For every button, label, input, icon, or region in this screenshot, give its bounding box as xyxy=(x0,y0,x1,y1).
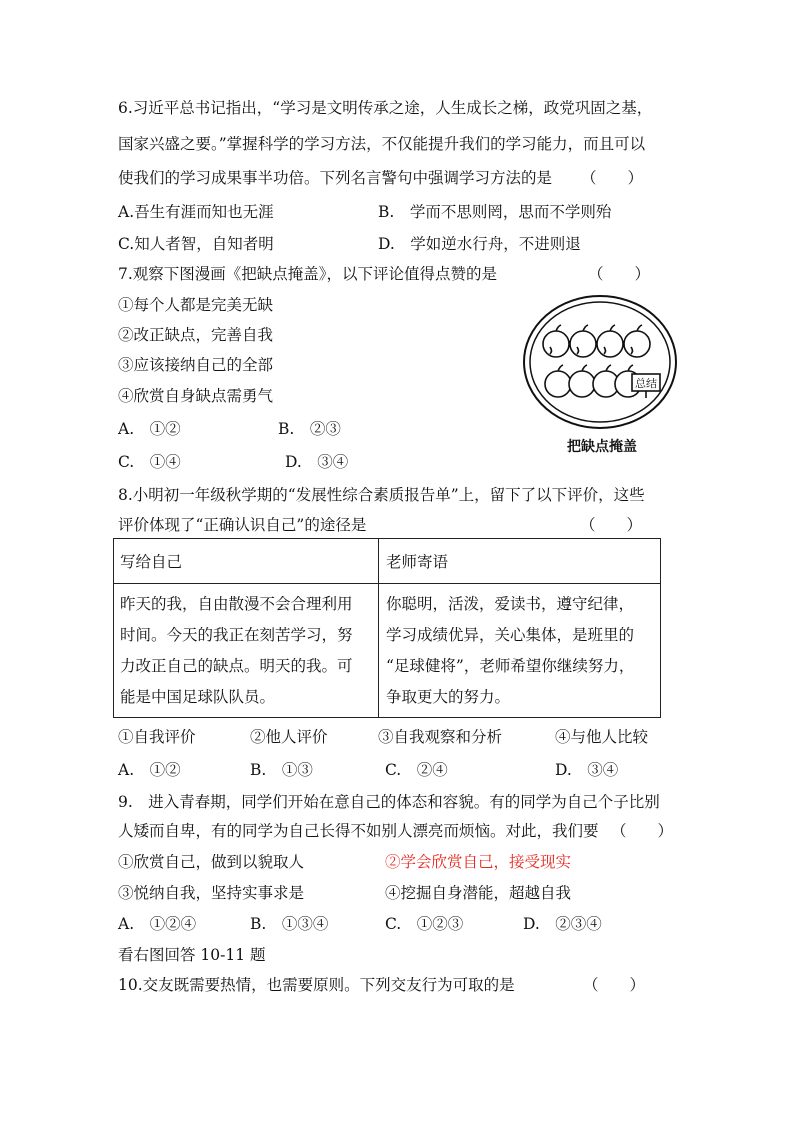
cartoon-caption: 把缺点掩盖 xyxy=(567,439,637,455)
table-cell-teacher-line: 你聪明，活泼，爱读书，遵守纪律， xyxy=(386,595,635,613)
q8-stem-line-2: 评价体现了“正确认识自己”的途径是 xyxy=(118,516,367,534)
cartoon-plate-illustration xyxy=(520,292,680,432)
section-note: 看右图回答 10-11 题 xyxy=(118,946,266,964)
q9-item-4: ④挖掘自身潜能，超越自我 xyxy=(385,884,572,902)
table-cell-self-line: 力改正自己的缺点。明天的我。可 xyxy=(120,657,353,675)
table-cell-teacher-line: 争取更大的努力。 xyxy=(386,688,511,706)
q8-option-b: B. ①③ xyxy=(250,761,313,779)
q6-answer-paren: （ ） xyxy=(581,169,644,187)
apple-icon xyxy=(570,325,596,357)
q8-option-d: D. ③④ xyxy=(555,761,619,779)
table-cell-self-line: 能是中国足球队队员。 xyxy=(120,688,276,706)
q7-item-2: ②改正缺点，完善自我 xyxy=(118,326,274,344)
apple-icon xyxy=(545,365,571,397)
q8-item-4: ④与他人比较 xyxy=(555,728,649,746)
q8-stem-line-1: 8.小明初一年级秋学期的“发展性综合素质报告单”上，留下了以下评价，这些 xyxy=(118,486,645,504)
apple-icon xyxy=(569,365,595,397)
q9-option-a: A. ①②④ xyxy=(118,915,197,933)
table-cell-self-line: 昨天的我，自由散漫不会合理利用 xyxy=(120,595,353,613)
table-cell-teacher-line: 学习成绩优异，关心集体，是班里的 xyxy=(386,626,635,644)
q9-item-3: ③悦纳自我，坚持实事求是 xyxy=(118,884,305,902)
q7-option-c: C. ①④ xyxy=(118,453,181,471)
q6-stem-line-1: 6.习近平总书记指出，“学习是文明传承之途，人生成长之梯，政党巩固之基， xyxy=(118,99,653,117)
q6-option-a: A.吾生有涯而知也无涯 xyxy=(118,203,274,221)
q7-item-1: ①每个人都是完美无缺 xyxy=(118,296,274,314)
q6-stem-line-3: 使我们的学习成果事半功倍。下列名言警句中强调学习方法的是 xyxy=(118,169,553,187)
q9-stem-line-2: 人矮而自卑，有的同学为自己长得不如别人漂亮而烦恼。对此，我们要 xyxy=(118,822,599,840)
q6-option-b: B. 学而不思则罔，思而不学则殆 xyxy=(378,203,612,221)
evaluation-table xyxy=(113,538,661,718)
q9-stem-line-1: 9. 进入青春期，同学们开始在意自己的体态和容貌。有的同学为自己个子比别 xyxy=(118,793,660,811)
q9-item-2-highlighted: ②学会欣赏自己，接受现实 xyxy=(385,853,572,871)
q7-option-a: A. ①② xyxy=(118,420,181,438)
q6-option-d: D. 学如逆水行舟，不进则退 xyxy=(378,235,581,253)
cartoon-sign-text: 总结 xyxy=(635,377,657,390)
table-header-teacher: 老师寄语 xyxy=(386,553,449,571)
table-header-self: 写给自己 xyxy=(120,553,183,571)
q8-answer-paren: （ ） xyxy=(580,516,643,534)
q8-item-2: ②他人评价 xyxy=(250,728,328,746)
q7-stem: 7.观察下图漫画《把缺点掩盖》，以下评论值得点赞的是 xyxy=(118,265,498,283)
apple-icon xyxy=(624,325,650,357)
q9-option-d: D. ②③④ xyxy=(523,915,602,933)
table-cell-teacher-line: “足球健将”，老师希望你继续努力， xyxy=(386,657,635,675)
apple-icon xyxy=(543,325,569,357)
q7-option-b: B. ②③ xyxy=(278,420,341,438)
q6-stem-line-2: 国家兴盛之要。”掌握科学的学习方法，不仅能提升我们的学习能力，而且可以 xyxy=(118,135,646,153)
q10-stem: 10.交友既需要热情，也需要原则。下列交友行为可取的是 xyxy=(118,976,515,994)
q8-item-1: ①自我评价 xyxy=(118,728,196,746)
q10-answer-paren: （ ） xyxy=(583,976,646,994)
q8-option-a: A. ①② xyxy=(118,761,181,779)
q8-item-3: ③自我观察和分析 xyxy=(378,728,503,746)
q7-option-d: D. ③④ xyxy=(285,453,349,471)
q7-answer-paren: （ ） xyxy=(588,265,651,283)
q9-item-1: ①欣赏自己，做到以貌取人 xyxy=(118,853,305,871)
q6-option-c: C.知人者智，自知者明 xyxy=(118,235,274,253)
q9-answer-paren: （ ） xyxy=(611,822,674,840)
table-cell-self-line: 时间。今天的我正在刻苦学习，努 xyxy=(120,626,353,644)
q9-option-b: B. ①③④ xyxy=(250,915,329,933)
q8-option-c: C. ②④ xyxy=(385,761,448,779)
q9-option-c: C. ①②③ xyxy=(385,915,464,933)
apple-icon xyxy=(597,325,623,357)
q7-item-4: ④欣赏自身缺点需勇气 xyxy=(118,387,274,405)
q7-item-3: ③应该接纳自己的全部 xyxy=(118,356,274,374)
